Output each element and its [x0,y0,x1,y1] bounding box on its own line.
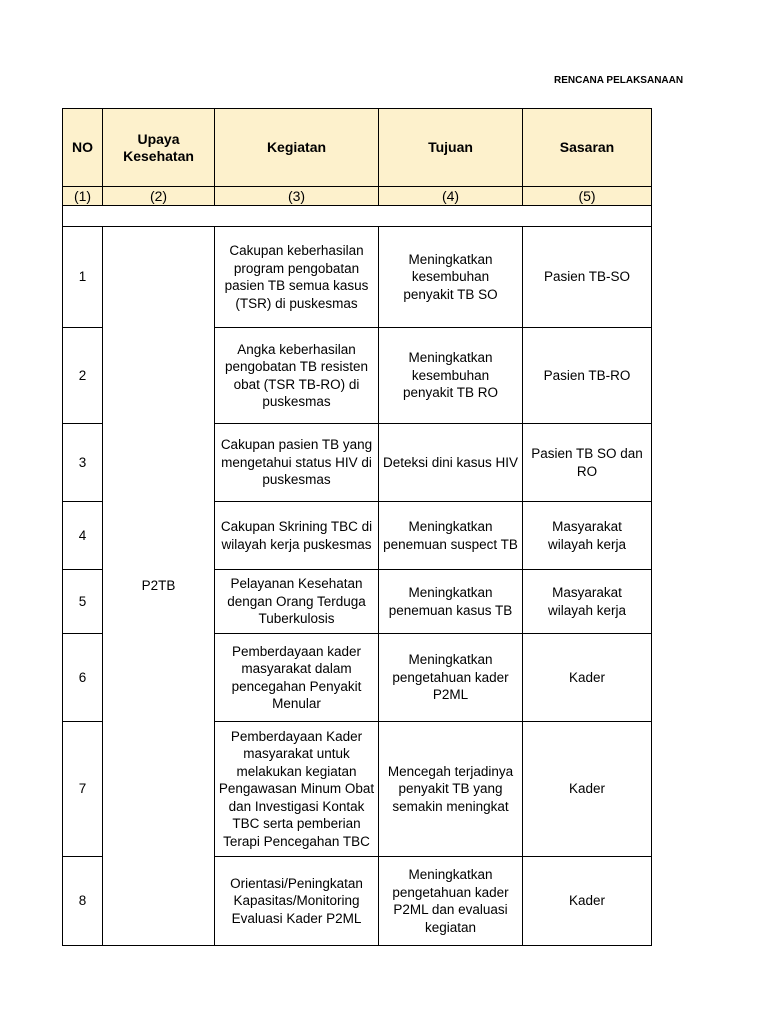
header-row [63,109,652,187]
kegiatan-cell: Angka keberhasilan pengobatan TB resisten obat (TSR TB-RO) di puskesmas [215,328,379,424]
sasaran-cell: Pasien TB SO dan RO [523,424,652,502]
tujuan-cell: Meningkatkan pengetahuan kader P2ML [379,634,523,722]
plan-table [62,108,652,946]
row-no: 2 [63,328,103,424]
row-no: 3 [63,424,103,502]
spacer-cell [63,206,652,227]
spacer-row [63,206,652,227]
tujuan-cell: Meningkatkan penemuan kasus TB [379,570,523,634]
sasaran-cell: Masyarakat wilayah kerja [523,570,652,634]
tujuan-cell: Meningkatkan kesembuhan penyakit TB SO [379,227,523,328]
row-no: 1 [63,227,103,328]
header-sasaran: Sasaran [523,109,652,187]
column-number: (1) [63,187,103,206]
sasaran-cell: Masyarakat wilayah kerja [523,502,652,570]
header-upaya-kesehatan: Upaya Kesehatan [103,109,215,187]
sasaran-cell: Pasien TB-SO [523,227,652,328]
sasaran-cell: Pasien TB-RO [523,328,652,424]
kegiatan-cell: Pemberdayaan Kader masyarakat untuk melakukan kegiatan Pengawasan Minum Obat dan Investigasi Kontak TBC serta pemberian Terapi Pencegahan TBC [215,722,379,857]
upaya-kesehatan-cell: P2TB [103,227,215,946]
kegiatan-cell: Cakupan keberhasilan program pengobatan pasien TB semua kasus (TSR) di puskesmas [215,227,379,328]
tujuan-cell: Meningkatkan kesembuhan penyakit TB RO [379,328,523,424]
sasaran-cell: Kader [523,634,652,722]
tujuan-cell: Meningkatkan penemuan suspect TB [379,502,523,570]
row-no: 8 [63,857,103,946]
kegiatan-cell: Cakupan pasien TB yang mengetahui status HIV di puskesmas [215,424,379,502]
sasaran-cell: Kader [523,857,652,946]
column-number-row [63,187,652,206]
header-tujuan: Tujuan [379,109,523,187]
column-number: (2) [103,187,215,206]
tujuan-cell: Meningkatkan pengetahuan kader P2ML dan evaluasi kegiatan [379,857,523,946]
column-number: (3) [215,187,379,206]
sasaran-cell: Kader [523,722,652,857]
header-kegiatan: Kegiatan [215,109,379,187]
row-no: 6 [63,634,103,722]
kegiatan-cell: Cakupan Skrining TBC di wilayah kerja puskesmas [215,502,379,570]
table-row [63,227,652,328]
kegiatan-cell: Orientasi/Peningkatan Kapasitas/Monitoring Evaluasi Kader P2ML [215,857,379,946]
document-title: RENCANA PELAKSANAAN [554,75,684,86]
tujuan-cell: Deteksi dini kasus HIV [379,424,523,502]
row-no: 7 [63,722,103,857]
column-number: (5) [523,187,652,206]
column-number: (4) [379,187,523,206]
row-no: 5 [63,570,103,634]
header-no: NO [63,109,103,187]
tujuan-cell: Mencegah terjadinya penyakit TB yang semakin meningkat [379,722,523,857]
kegiatan-cell: Pelayanan Kesehatan dengan Orang Terduga Tuberkulosis [215,570,379,634]
row-no: 4 [63,502,103,570]
kegiatan-cell: Pemberdayaan kader masyarakat dalam pencegahan Penyakit Menular [215,634,379,722]
